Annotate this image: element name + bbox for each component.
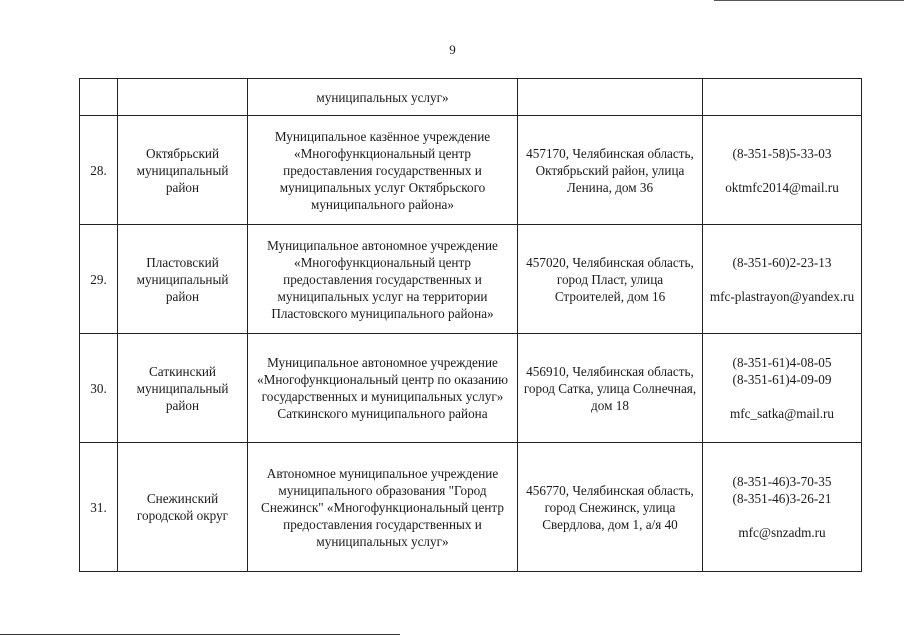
cell-district: Пластовский муниципальный район	[118, 225, 248, 334]
cell-contacts	[703, 334, 862, 443]
cell-district	[118, 79, 248, 116]
cell-contacts	[703, 225, 862, 334]
cell-organization: Муниципальное автономное учреждение «Многофункциональный центр по оказанию государственных и муниципальных услуг» Саткинского муниципального района	[248, 334, 518, 443]
cell-district: Саткинский муниципальный район	[118, 334, 248, 443]
phone-number: (8-351-58)5-33-03	[732, 145, 832, 161]
cell-number: 28.	[80, 116, 118, 225]
cell-number: 31.	[80, 443, 118, 572]
cell-organization: Автономное муниципальное учреждение муниципального образования "Город Снежинск" «Многофункциональный центр предоставления государственных и муниципальных услуг»	[248, 443, 518, 572]
table-row-continuation	[80, 79, 862, 116]
email-address: mfc-plastrayon@yandex.ru	[709, 288, 855, 304]
cell-address: 456770, Челябинская область, город Снежинск, улица Свердлова, дом 1, а/я 40	[518, 443, 703, 572]
scan-edge-mark	[714, 0, 904, 4]
cell-address: 457170, Челябинская область, Октябрьский район, улица Ленина, дом 36	[518, 116, 703, 225]
cell-contacts	[703, 443, 862, 572]
email-address: oktmfc2014@mail.ru	[725, 179, 839, 195]
footer-rule	[0, 634, 400, 635]
table-row	[80, 443, 862, 572]
cell-organization: Муниципальное казённое учреждение «Многофункциональный центр предоставления государственных и муниципальных услуг Октябрьского муниципального района»	[248, 116, 518, 225]
table-row	[80, 116, 862, 225]
page-number: 9	[449, 42, 456, 57]
phone-number-secondary: (8-351-61)4-09-09	[732, 372, 832, 387]
cell-number	[80, 79, 118, 116]
email-address: mfc_satka@mail.ru	[729, 406, 835, 421]
cell-address	[518, 79, 703, 116]
phone-number: (8-351-46)3-70-35	[732, 474, 832, 489]
table-row	[80, 334, 862, 443]
mfc-directory-table	[79, 78, 862, 572]
cell-contacts	[703, 116, 862, 225]
cell-district: Снежинский городской округ	[118, 443, 248, 572]
cell-organization: муниципальных услуг»	[248, 79, 518, 116]
cell-address: 457020, Челябинская область, город Пласт, улица Строителей, дом 16	[518, 225, 703, 334]
cell-number: 29.	[80, 225, 118, 334]
phone-number: (8-351-61)4-08-05	[732, 355, 832, 370]
phone-number: (8-351-60)2-23-13	[732, 254, 832, 270]
cell-district: Октябрьский муниципальный район	[118, 116, 248, 225]
cell-address: 456910, Челябинская область, город Сатка, улица Солнечная, дом 18	[518, 334, 703, 443]
cell-number: 30.	[80, 334, 118, 443]
email-address: mfc@snzadm.ru	[738, 525, 826, 540]
table-row	[80, 225, 862, 334]
phone-number-secondary: (8-351-46)3-26-21	[732, 491, 832, 506]
cell-contacts	[703, 79, 862, 116]
cell-organization: Муниципальное автономное учреждение «Многофункциональный центр предоставления государственных и муниципальных услуг на территории Пластовского муниципального района»	[248, 225, 518, 334]
